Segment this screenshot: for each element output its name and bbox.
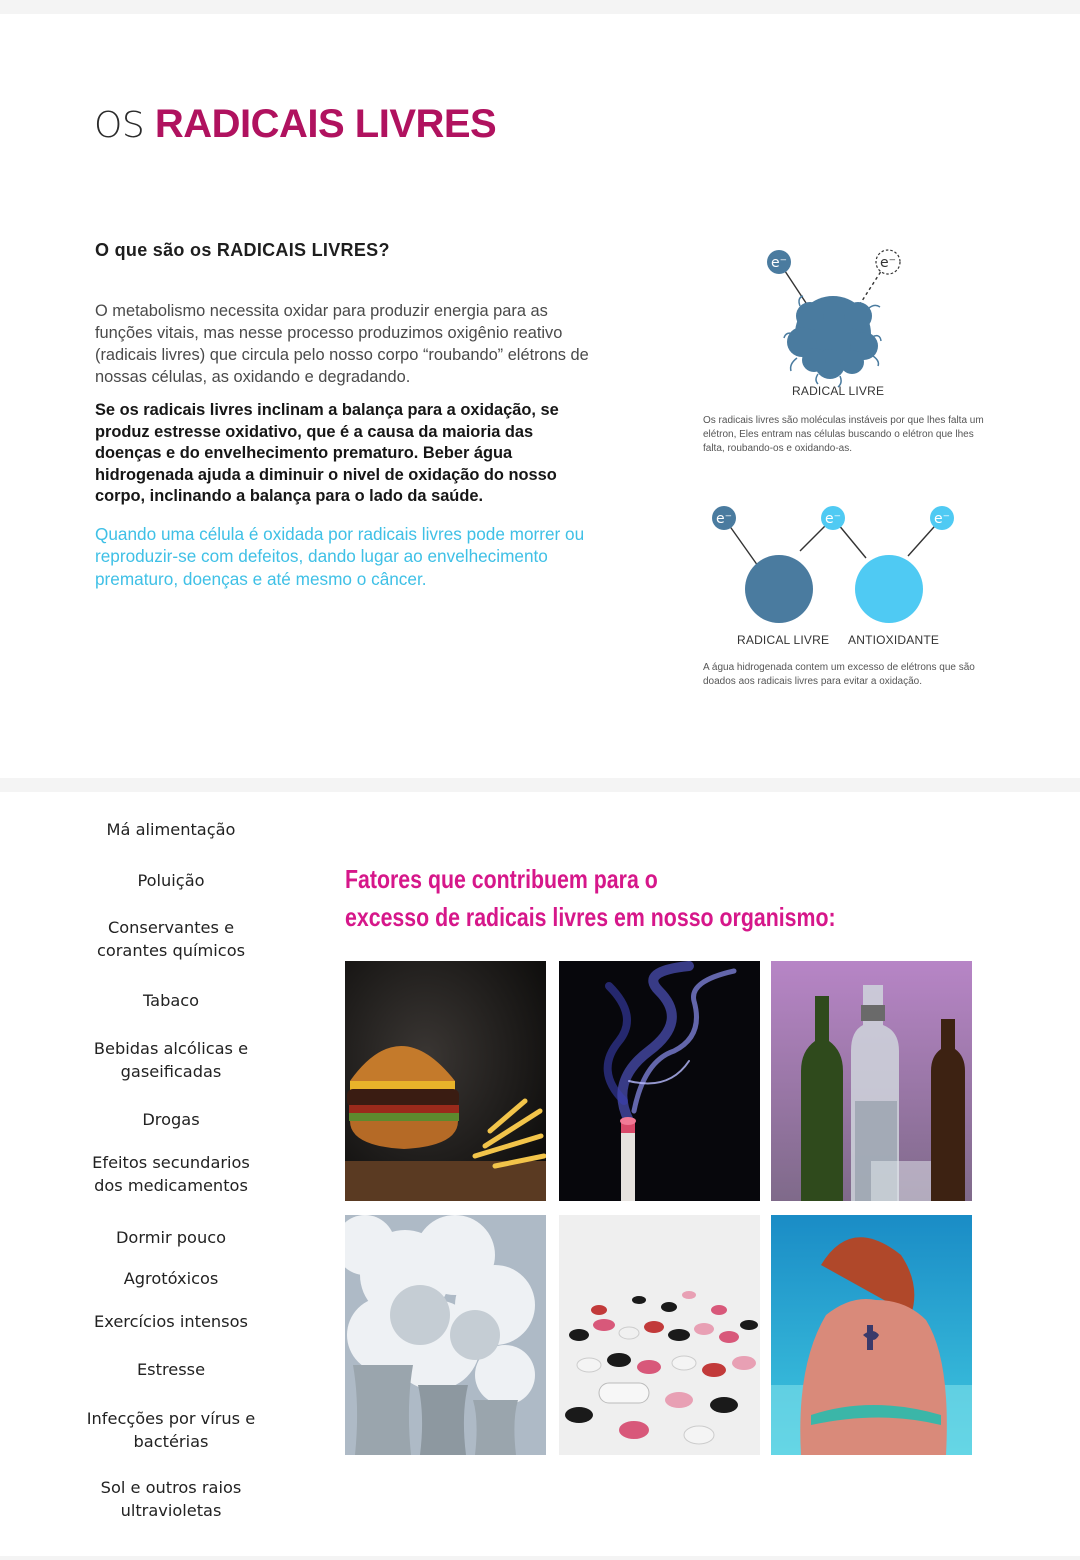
factor-item: Estresse bbox=[136, 1360, 206, 1379]
electron-label: e⁻ bbox=[824, 511, 842, 527]
missing-electron-label: e⁻ bbox=[879, 255, 897, 271]
paragraph-oxidative-stress: Se os radicais livres inclinam a balança para a oxidação, se produz estresse oxidativo, que é a causa da maioria das doenças e do envelhecimento prematuro. Beber água hidrogenada ajuda a diminuir o nivel de oxidação do nosso corpo, inclinando a balança para o lado da saúde. bbox=[95, 401, 559, 506]
page-fatores bbox=[0, 792, 1080, 1556]
factor-item: Exercícios intensos bbox=[94, 1312, 248, 1331]
page-radicais-livres bbox=[0, 14, 1080, 778]
antioxidant-circle bbox=[855, 555, 923, 623]
electron-label: e⁻ bbox=[933, 511, 951, 527]
factor-item: Sol e outros raios ultravioletas bbox=[100, 1478, 242, 1520]
factors-title-line2: excesso de radicais livres em nosso organismo: bbox=[345, 902, 836, 932]
paragraph-metabolism: O metabolismo necessita oxidar para produzir energia para as funções vitais, mas nesse processo produzimos oxigênio reativo (radicais livres) que circula pelo nosso corpo “roubando” elétrons de nossas células, as oxidando e degradando. bbox=[95, 302, 589, 386]
factor-item: Bebidas alcólicas e gaseificadas bbox=[93, 1039, 249, 1081]
factor-item: Má alimentação bbox=[106, 820, 236, 839]
burger-and-fries-photo bbox=[345, 961, 546, 1201]
page-title bbox=[94, 102, 496, 147]
paragraph-cell-oxidation: Quando uma célula é oxidada por radicais livres pode morrer ou reproduzir-se com defeitos, dando lugar ao envelhecimento prematuro, doenças e até mesmo o câncer. bbox=[95, 524, 585, 589]
factors-title bbox=[345, 860, 836, 936]
factor-item: Conservantes e corantes químicos bbox=[96, 918, 246, 960]
electron-label: e⁻ bbox=[770, 255, 788, 271]
factor-item: Infecções por vírus e bactérias bbox=[86, 1409, 256, 1451]
factor-item: Agrotóxicos bbox=[123, 1269, 219, 1288]
title-light: OS bbox=[94, 105, 145, 146]
radical-description: Os radicais livres são moléculas instáveis por que lhes falta um elétron, Eles entram nas células buscando o elétron que lhes falta, roubando-os e oxidando-as. bbox=[703, 415, 984, 454]
electron-label: e⁻ bbox=[715, 511, 733, 527]
title-bold: RADICAIS LIVRES bbox=[154, 102, 497, 146]
factor-item: Drogas bbox=[142, 1110, 200, 1129]
factors-title-line1: Fatores que contribuem para o bbox=[345, 864, 658, 894]
antioxidant-description: A água hidrogenada contem um excesso de elétrons que são doados aos radicais livres para evitar a oxidação. bbox=[703, 662, 975, 687]
section-question: O que são os RADICAIS LIVRES? bbox=[95, 240, 390, 260]
antioxidant-caption: ANTIOXIDANTE bbox=[848, 633, 940, 647]
factor-item: Tabaco bbox=[142, 991, 200, 1010]
sunburned-back-photo bbox=[771, 1215, 972, 1455]
radical-circle bbox=[745, 555, 813, 623]
factory-smoke-photo bbox=[345, 1215, 546, 1455]
cigarette-smoke-photo bbox=[559, 961, 760, 1201]
bottles-photo bbox=[771, 961, 972, 1201]
antioxidant-illustration bbox=[690, 496, 1010, 626]
radical-caption-2: RADICAL LIVRE bbox=[737, 633, 830, 647]
factor-item: Efeitos secundarios dos medicamentos bbox=[92, 1153, 250, 1195]
free-radical-illustration bbox=[690, 234, 1010, 394]
radical-diagrams bbox=[690, 234, 1010, 714]
pills-photo bbox=[559, 1215, 760, 1455]
factor-item: Dormir pouco bbox=[115, 1228, 227, 1247]
factor-item: Poluição bbox=[137, 871, 205, 890]
radical-caption: RADICAL LIVRE bbox=[792, 384, 885, 398]
